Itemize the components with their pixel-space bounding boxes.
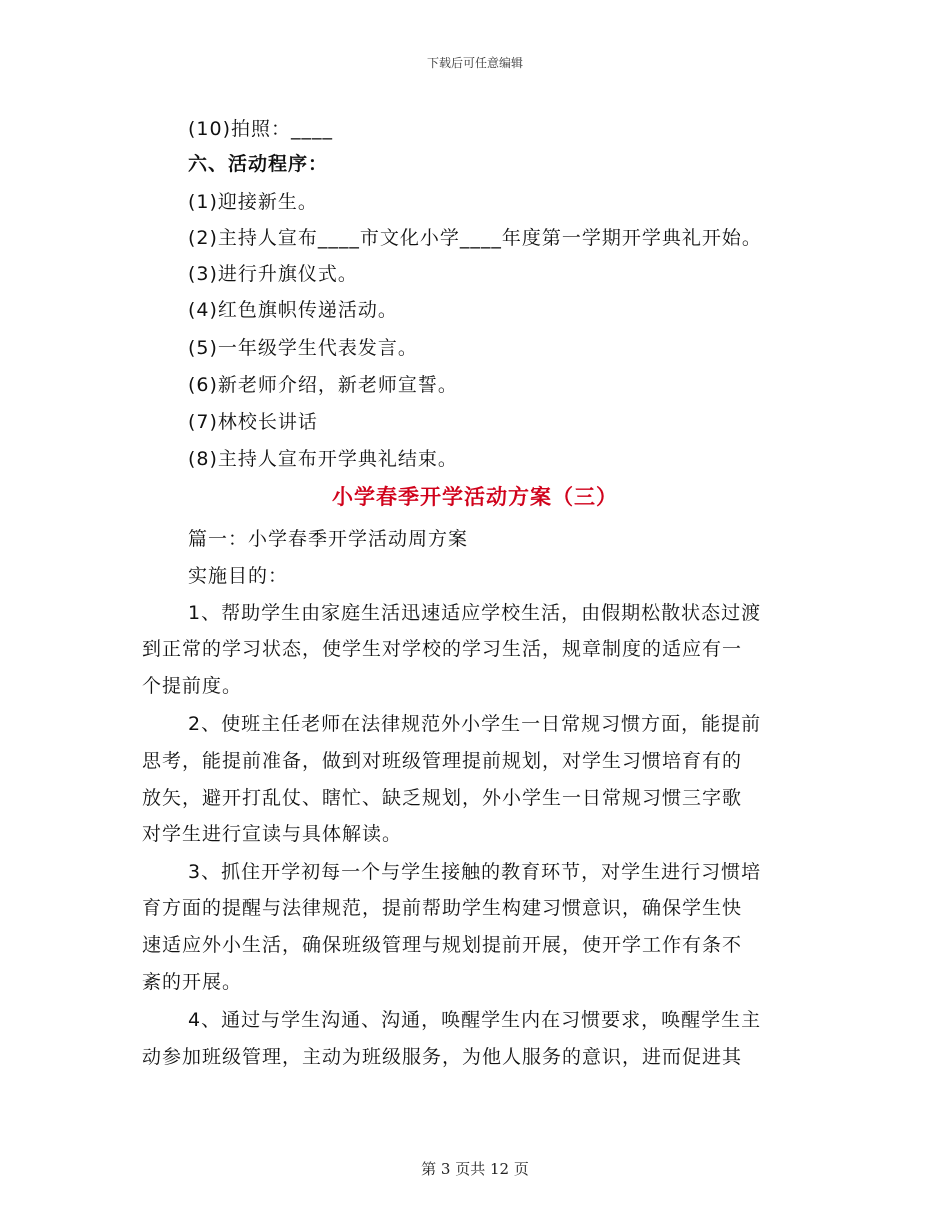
item-step-6: (6)新老师介绍，新老师宣誓。 bbox=[188, 374, 458, 396]
item-step-7: (7)林校长讲话 bbox=[188, 411, 318, 433]
paragraph-line: 个提前度。 bbox=[142, 675, 243, 697]
intro-article-title: 篇一：小学春季开学活动周方案 bbox=[188, 528, 469, 550]
item-step-4: (4)红色旗帜传递活动。 bbox=[188, 299, 398, 321]
paragraph-line: 到正常的学习状态，使学生对学校的学习生活，规章制度的适应有一 bbox=[142, 638, 743, 660]
section-heading-program: 六、活动程序： bbox=[188, 153, 329, 175]
paragraph-line: 速适应外小生活，确保班级管理与规划提前开展，使开学工作有条不 bbox=[142, 934, 743, 956]
paragraph-line: 紊的开展。 bbox=[142, 971, 243, 993]
paragraph-line: 放矢，避开打乱仗、瞎忙、缺乏规划，外小学生一日常规习惯三字歌 bbox=[142, 787, 743, 809]
item-step-5: (5)一年级学生代表发言。 bbox=[188, 337, 418, 359]
paragraph-line: 4、通过与学生沟通、沟通，唤醒学生内在习惯要求，唤醒学生主 bbox=[188, 1009, 762, 1031]
paragraph-line: 思考，能提前准备，做到对班级管理提前规划，对学生习惯培育有的 bbox=[142, 750, 743, 772]
paragraph-line: 育方面的提醒与法律规范，提前帮助学生构建习惯意识，确保学生快 bbox=[142, 897, 743, 919]
paragraph-line: 1、帮助学生由家庭生活迅速适应学校生活，由假期松散状态过渡 bbox=[188, 602, 762, 624]
item-step-1: (1)迎接新生。 bbox=[188, 191, 318, 213]
header-note: 下载后可任意编辑 bbox=[426, 56, 523, 70]
intro-purpose-label: 实施目的： bbox=[188, 565, 289, 587]
paragraph-line: 动参加班级管理，主动为班级服务，为他人服务的意识，进而促进其 bbox=[142, 1046, 743, 1068]
paragraph-line: 2、使班主任老师在法律规范外小学生一日常规习惯方面，能提前 bbox=[188, 713, 762, 735]
paragraph-line: 3、抓住开学初每一个与学生接触的教育环节，对学生进行习惯培 bbox=[188, 861, 762, 883]
page-number: 第 3 页共 12 页 bbox=[421, 1160, 529, 1178]
item-photo: (10)拍照：____ bbox=[188, 118, 334, 140]
item-step-8: (8)主持人宣布开学典礼结束。 bbox=[188, 448, 458, 470]
item-step-3: (3)进行升旗仪式。 bbox=[188, 263, 358, 285]
section-title: 小学春季开学活动方案（三） bbox=[332, 485, 618, 509]
item-step-2: (2)主持人宣布____市文化小学____年度第一学期开学典礼开始。 bbox=[188, 227, 762, 249]
paragraph-line: 对学生进行宣读与具体解读。 bbox=[142, 823, 403, 845]
